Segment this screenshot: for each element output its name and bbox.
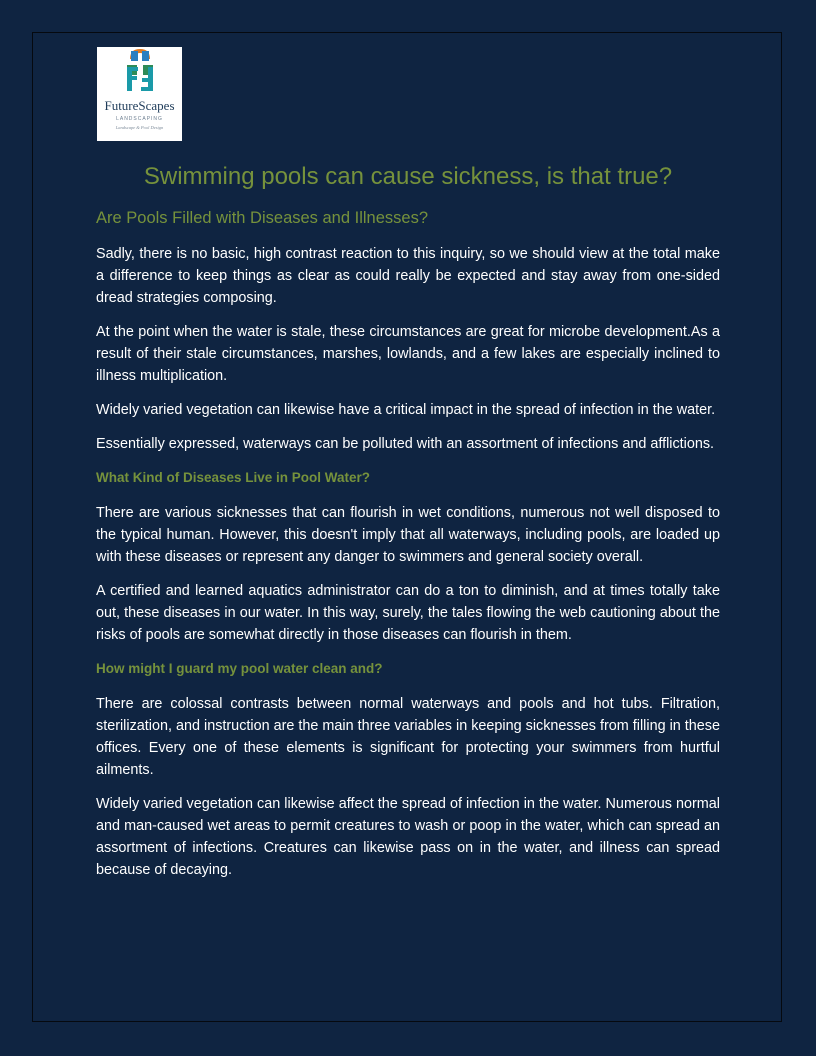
paragraph-6: A certified and learned aquatics administrator can do a ton to diminish, and at times totally take out, these diseases in our water. In this way, surely, the tales flowing the web cautioning about the risks of pools are somewhat directly in those diseases can flourish in them. bbox=[96, 583, 720, 643]
logo-tagline-1: LANDSCAPING bbox=[116, 116, 163, 122]
logo-tagline-2: Landscape & Pool Design bbox=[115, 125, 164, 130]
paragraph-1: Sadly, there is no basic, high contrast reaction to this inquiry, so we should view at the total make a difference to keep things as clear as could really be expected and stay away from one-sided dread strategies composing. bbox=[96, 246, 720, 306]
paragraph-4: Essentially expressed, waterways can be polluted with an assortment of infections and afflictions. bbox=[96, 436, 715, 452]
logo-mark-icon bbox=[97, 47, 182, 141]
futurescapes-logo bbox=[97, 47, 182, 141]
paragraph-5: There are various sicknesses that can flourish in wet conditions, numerous not well disposed to the typical human. However, this doesn't imply that all waterways, including pools, are loaded up with these diseases or represent any danger to swimmers and general society overall. bbox=[96, 505, 720, 565]
logo-brand-text: FutureScapes bbox=[104, 98, 175, 113]
article-body bbox=[96, 160, 720, 893]
article-title: Swimming pools can cause sickness, is that true? bbox=[143, 163, 673, 190]
article-subtitle: Are Pools Filled with Diseases and Illnesses? bbox=[96, 209, 428, 227]
paragraph-8: Widely varied vegetation can likewise affect the spread of infection in the water. Numerous normal and man-caused wet areas to permit creatures to wash or poop in the water, which can spread an assortment of infections. Creatures can likewise pass on in the water, and illness can spread because of decaying. bbox=[96, 796, 720, 878]
paragraph-3: Widely varied vegetation can likewise have a critical impact in the spread of infection in the water. bbox=[96, 402, 716, 418]
paragraph-7: There are colossal contrasts between normal waterways and pools and hot tubs. Filtration, sterilization, and instruction are the main three variables in keeping sicknesses from filling in these offices. Every one of these elements is significant for protecting your swimmers from hurtful ailments. bbox=[96, 696, 720, 778]
section-heading-diseases: What Kind of Diseases Live in Pool Water? bbox=[96, 470, 371, 485]
section-heading-guard: How might I guard my pool water clean and? bbox=[96, 661, 383, 676]
paragraph-2: At the point when the water is stale, these circumstances are great for microbe development.As a result of their stale circumstances, marshes, lowlands, and a few lakes are especially inclined to illness multiplication. bbox=[96, 324, 720, 384]
